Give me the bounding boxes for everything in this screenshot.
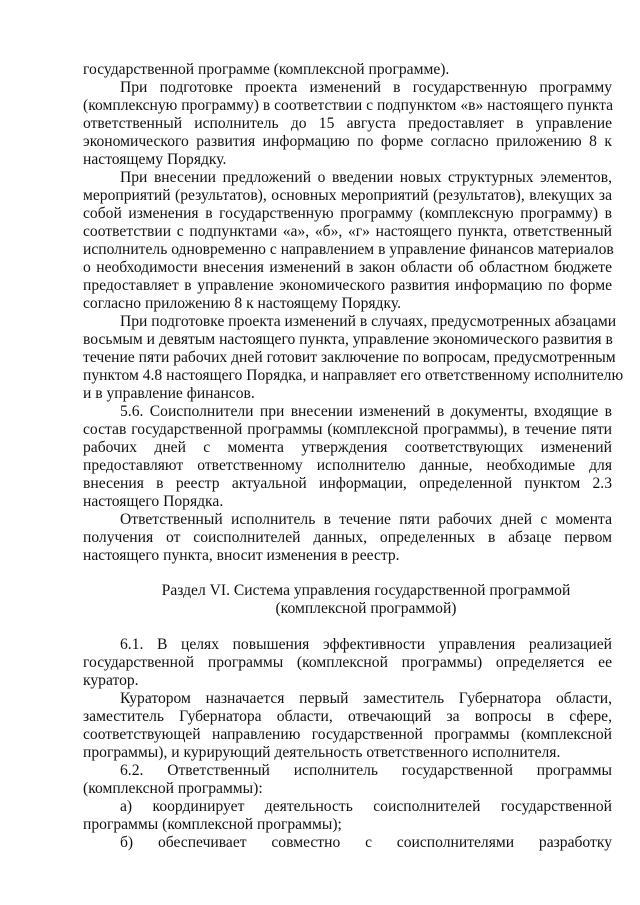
text-line-content: 6.2. Ответственный исполнитель государственной программы: [120, 762, 612, 779]
text-line: [120, 636, 612, 654]
text-line: [83, 367, 624, 385]
text-line: [120, 690, 612, 708]
text-line-content: соответствии с подпунктами «а», «б», «г» настоящего пункта, ответственный: [83, 223, 612, 240]
text-line-content: программы (комплексной программы);: [83, 816, 342, 833]
text-line-content: восьмым и девятым настоящего пункта, управление экономического развития в: [83, 331, 613, 348]
text-line: [120, 582, 612, 600]
text-line-content: государственной программе (комплексной программе).: [83, 61, 450, 78]
text-line: [83, 205, 612, 223]
text-line: [83, 277, 612, 295]
text-line: [83, 726, 612, 744]
text-line-content: исполнитель одновременно с направлением в управление финансов материалов: [83, 241, 614, 258]
text-line: [120, 313, 617, 331]
text-line: [83, 654, 612, 672]
text-line-content: предоставляют ответственному исполнителю данные, необходимые для: [83, 457, 612, 474]
text-line-content: (комплексную программу) в соответствии с подпунктом «в» настоящего пункта: [83, 97, 614, 114]
text-line: [83, 385, 612, 403]
text-line-content: рабочих дней с момента утверждения соответствующих изменений: [83, 439, 612, 456]
text-line: [83, 744, 612, 762]
text-line: [83, 133, 612, 151]
text-line-content: согласно приложению 8 к настоящему Порядку.: [83, 295, 401, 312]
text-line-content: настоящего Порядка.: [83, 493, 224, 510]
text-line-content: и в управление финансов.: [83, 385, 255, 402]
text-line-content: а) координирует деятельность соисполнителей государственной: [120, 798, 612, 815]
text-line: [120, 600, 612, 618]
text-line: [83, 259, 612, 277]
text-line-content: мероприятий (результатов), основных мероприятий (результатов), влекущих за: [83, 187, 612, 204]
text-line: [120, 762, 612, 780]
text-line: [120, 511, 612, 529]
text-line: [120, 79, 612, 97]
text-line: [120, 834, 612, 852]
text-line-content: пунктом 4.8 настоящего Порядка, и направляет его ответственному исполнителю: [83, 367, 624, 384]
text-line-content: 6.1. В целях повышения эффективности управления реализацией: [120, 636, 612, 653]
text-line-content: течение пяти рабочих дней готовит заключение по вопросам, предусмотренным: [83, 349, 616, 366]
text-line: [83, 475, 612, 493]
text-line: [83, 295, 612, 313]
text-line-content: о необходимости внесения изменений в закон области об областном бюджете: [83, 259, 612, 276]
text-line-content: предоставляет в управление экономического развития информацию по форме: [83, 277, 612, 294]
text-line-content: При подготовке проекта изменений в случаях, предусмотренных абзацами: [120, 313, 617, 330]
text-line-content: При подготовке проекта изменений в государственную программу: [120, 79, 612, 96]
text-line: [83, 223, 612, 241]
text-line-content: 5.6. Соисполнители при внесении изменений в документы, входящие в: [120, 403, 612, 420]
text-line-content: Ответственный исполнитель в течение пяти рабочих дней с момента: [120, 511, 612, 528]
text-line: [83, 115, 612, 133]
text-line: [83, 708, 612, 726]
text-line-content: ответственный исполнитель до 15 августа предоставляет в управление: [83, 115, 612, 132]
text-line: [83, 241, 612, 259]
text-line-content: соответствующей направлению государственной программы (комплексной: [83, 726, 612, 743]
text-line: [83, 421, 612, 439]
text-line-content: б) обеспечивает совместно с соисполнителями разработку: [120, 834, 612, 851]
text-line-content: настоящему Порядку.: [83, 151, 227, 168]
text-line-content: программы), и курирующий деятельность ответственного исполнителя.: [83, 744, 561, 761]
text-line-content: куратор.: [83, 672, 139, 689]
text-line: [83, 529, 612, 547]
text-line: [83, 331, 612, 349]
text-line-content: получения от соисполнителей данных, определенных в абзаце первом: [83, 529, 612, 546]
text-line: [83, 780, 612, 798]
text-line: [83, 816, 612, 834]
text-line: [83, 97, 612, 115]
text-line: [83, 439, 612, 457]
text-line: [83, 547, 612, 565]
text-line-content: внесения в реестр актуальной информации, определенной пунктом 2.3: [83, 475, 612, 492]
text-line: [83, 61, 612, 79]
text-line-content: государственной программы (комплексной программы) определяется ее: [83, 654, 612, 671]
text-line: [83, 151, 612, 169]
text-line-content: состав государственной программы (комплексной программы), в течение пяти: [83, 421, 612, 438]
text-line: [120, 798, 612, 816]
text-line-content: Раздел VI. Система управления государственной программой: [161, 582, 571, 599]
text-line-content: собой изменения в государственную программу (комплексную программу) в: [83, 205, 612, 222]
text-line: [83, 457, 612, 475]
text-line-content: (комплексной программой): [275, 600, 457, 617]
text-line: [120, 169, 612, 187]
text-line: [120, 403, 612, 421]
text-line-content: заместитель Губернатора области, отвечающий за вопросы в сфере,: [83, 708, 612, 725]
text-line-content: настоящего пункта, вносит изменения в реестр.: [83, 547, 400, 564]
text-line-content: Куратором назначается первый заместитель Губернатора области,: [120, 690, 612, 707]
text-line-content: (комплексной программы):: [83, 780, 263, 797]
text-line: [83, 672, 612, 690]
text-line-content: экономического развития информацию по форме согласно приложению 8 к: [83, 133, 612, 150]
text-line: [83, 493, 612, 511]
text-line: [83, 349, 616, 367]
text-line-content: При внесении предложений о введении новых структурных элементов,: [120, 169, 612, 186]
text-line: [83, 187, 612, 205]
